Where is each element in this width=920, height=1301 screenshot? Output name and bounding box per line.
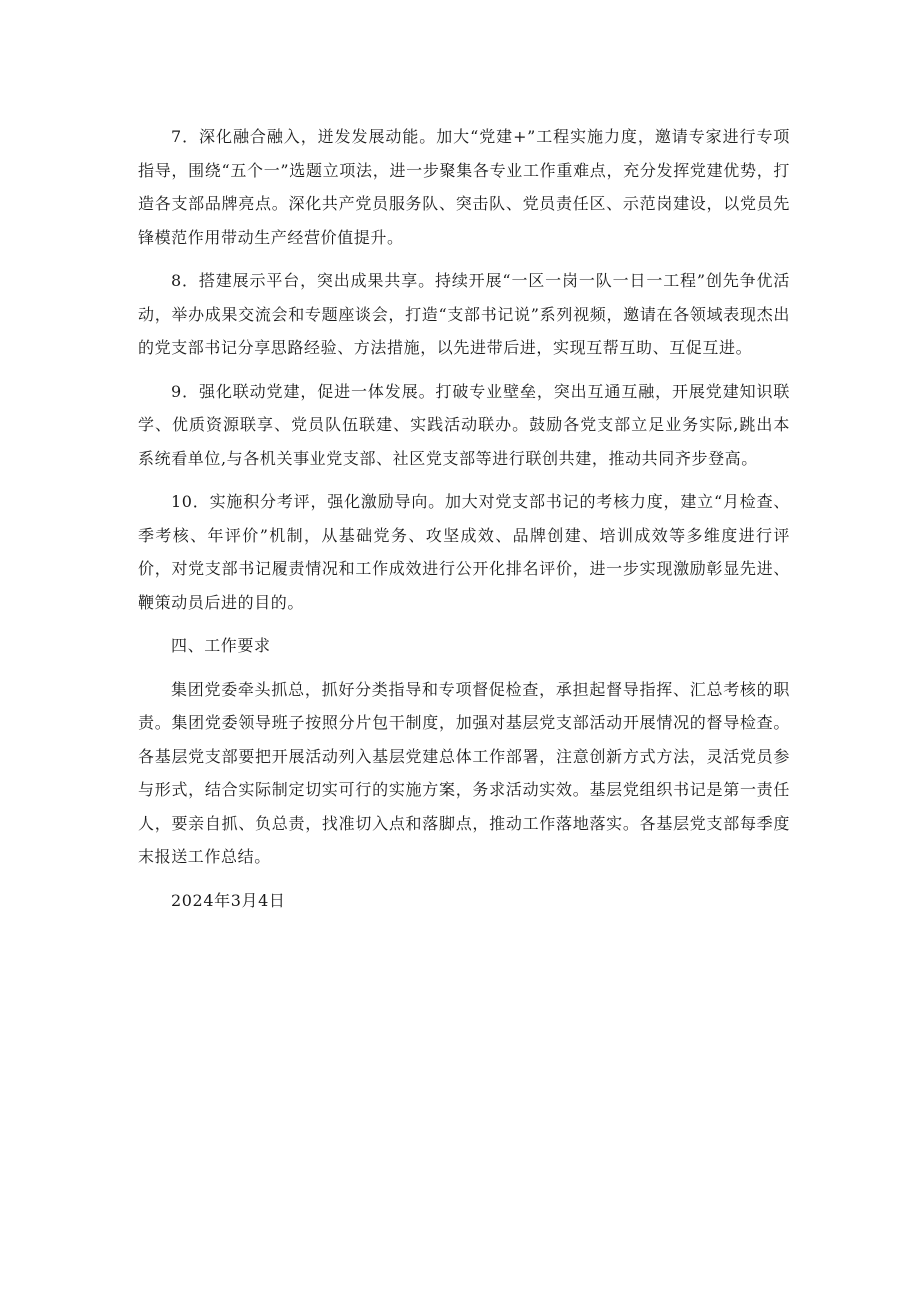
document-date: 2024年3月4日 (171, 890, 286, 910)
paragraph-item-7: 7．深化融合融入，迸发发展动能。加大“党建+”工程实施力度，邀请专家进行专项指导，围绕“五个一”选题立项法，进一步聚集各专业工作重难点，充分发挥党建优势，打造各支部品牌亮点。深化共产党员服务队、突击队、党员责任区、示范岗建设，以党员先锋模范作用带动生产经营价值提升。 (138, 127, 790, 247)
paragraph-item-8: 8．搭建展示平台，突出成果共享。持续开展“一区一岗一队一日一工程”创先争优活动，举办成果交流会和专题座谈会，打造“支部书记说”系列视频，邀请在各领域表现杰出的党支部书记分享思路经验、方法措施，以先进带后进，实现互帮互助、互促互进。 (138, 271, 790, 357)
paragraph-item-9: 9．强化联动党建，促进一体发展。打破专业壁垒，突出互通互融，开展党建知识联学、优质资源联享、党员队伍联建、实践活动联办。鼓励各党支部立足业务实际,跳出本系统看单位,与各机关事业党支部、社区党支部等进行联创共建，推动共同齐步登高。 (138, 381, 790, 468)
document-body (138, 120, 790, 917)
paragraph-item-10: 10．实施积分考评，强化激励导向。加大对党支部书记的考核力度，建立“月检查、季考核、年评价”机制，从基础党务、攻坚成效、品牌创建、培训成效等多维度进行评价，对党支部书记履责情况和工作成效进行公开化排名评价，进一步实现激励彰显先进、鞭策动员后进的目的。 (138, 492, 790, 612)
section-heading: 四、工作要求 (171, 636, 271, 655)
requirements-paragraph: 集团党委牵头抓总，抓好分类指导和专项督促检查，承担起督导指挥、汇总考核的职责。集团党委领导班子按照分片包干制度，加强对基层党支部活动开展情况的督导检查。各基层党支部要把开展活动列入基层党建总体工作部署，注意创新方式方法，灵活党员参与形式，结合实际制定切实可行的实施方案，务求活动实效。基层党组织书记是第一责任人，要亲自抓、负总责，找准切入点和落脚点，推动工作落地落实。各基层党支部每季度末报送工作总结。 (138, 679, 790, 866)
